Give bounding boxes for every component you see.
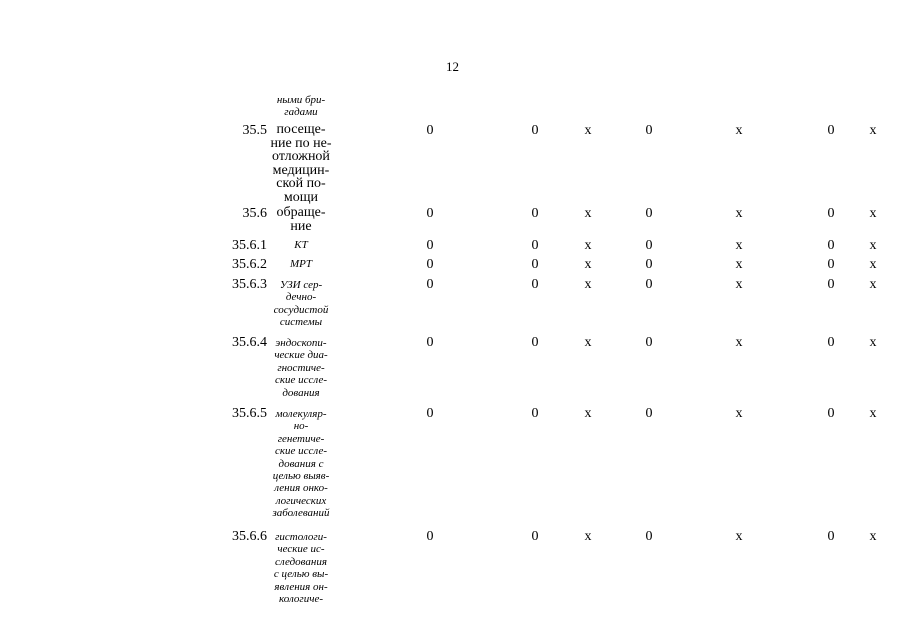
row-number: 35.6.3	[232, 277, 267, 292]
value-cell: х	[735, 238, 743, 253]
value-cell: х	[584, 335, 592, 350]
value-cell: х	[735, 335, 743, 350]
page-number: 12	[446, 59, 459, 74]
value-cell: 0	[426, 406, 434, 421]
value-cell: х	[869, 406, 877, 421]
value-cell: 0	[531, 123, 539, 138]
value-cell: 0	[827, 277, 835, 292]
value-cell: х	[735, 257, 743, 272]
value-cell: х	[584, 206, 592, 221]
value-cell: 0	[426, 206, 434, 221]
row-name: посеще- ние по не- отложной медицин- ской по- мощи	[270, 122, 332, 205]
row-name: обраще- ние	[276, 205, 326, 234]
row-number: 35.5	[242, 123, 267, 138]
row-name: молекуляр- но- генетиче- ские иссле- дования с целью выяв- ления онко- логических заболеваний	[272, 408, 330, 520]
row-name-continuation: ными бри- гадами	[276, 94, 326, 119]
value-cell: 0	[645, 335, 653, 350]
value-cell: 0	[531, 529, 539, 544]
value-cell: 0	[827, 206, 835, 221]
value-cell: 0	[645, 406, 653, 421]
row-number: 35.6.5	[232, 406, 267, 421]
value-cell: х	[869, 257, 877, 272]
value-cell: 0	[645, 206, 653, 221]
value-cell: 0	[531, 277, 539, 292]
row-number: 35.6.4	[232, 335, 267, 350]
value-cell: х	[584, 257, 592, 272]
value-cell: 0	[531, 406, 539, 421]
value-cell: 0	[426, 335, 434, 350]
value-cell: х	[584, 123, 592, 138]
value-cell: 0	[531, 257, 539, 272]
value-cell: х	[869, 277, 877, 292]
value-cell: х	[869, 529, 877, 544]
value-cell: х	[584, 238, 592, 253]
row-name: КТ	[294, 239, 308, 251]
value-cell: 0	[531, 238, 539, 253]
value-cell: х	[735, 406, 743, 421]
row-name: эндоскопи- ческие диа- гностиче- ские иссле- дования	[274, 337, 328, 399]
value-cell: х	[584, 406, 592, 421]
value-cell: 0	[531, 335, 539, 350]
value-cell: х	[869, 238, 877, 253]
value-cell: х	[735, 529, 743, 544]
row-number: 35.6.1	[232, 238, 267, 253]
value-cell: 0	[645, 529, 653, 544]
value-cell: х	[735, 277, 743, 292]
value-cell: 0	[827, 257, 835, 272]
value-cell: 0	[827, 529, 835, 544]
value-cell: 0	[426, 529, 434, 544]
value-cell: 0	[827, 123, 835, 138]
value-cell: 0	[645, 123, 653, 138]
row-name: УЗИ сер- дечно- сосудистой системы	[273, 279, 329, 329]
row-number: 35.6	[242, 206, 267, 221]
value-cell: 0	[426, 257, 434, 272]
row-name: гистологи- ческие ис- следования с целью вы- явления он- кологиче-	[273, 531, 329, 606]
value-cell: 0	[827, 238, 835, 253]
value-cell: 0	[426, 277, 434, 292]
value-cell: х	[584, 277, 592, 292]
value-cell: 0	[827, 406, 835, 421]
value-cell: х	[735, 206, 743, 221]
value-cell: х	[869, 335, 877, 350]
value-cell: х	[584, 529, 592, 544]
row-name: МРТ	[290, 258, 312, 270]
value-cell: 0	[531, 206, 539, 221]
value-cell: 0	[426, 123, 434, 138]
row-number: 35.6.2	[232, 257, 267, 272]
value-cell: 0	[827, 335, 835, 350]
value-cell: 0	[645, 238, 653, 253]
value-cell: 0	[645, 257, 653, 272]
row-number: 35.6.6	[232, 529, 267, 544]
value-cell: х	[869, 123, 877, 138]
value-cell: х	[869, 206, 877, 221]
value-cell: 0	[426, 238, 434, 253]
value-cell: 0	[645, 277, 653, 292]
value-cell: х	[735, 123, 743, 138]
